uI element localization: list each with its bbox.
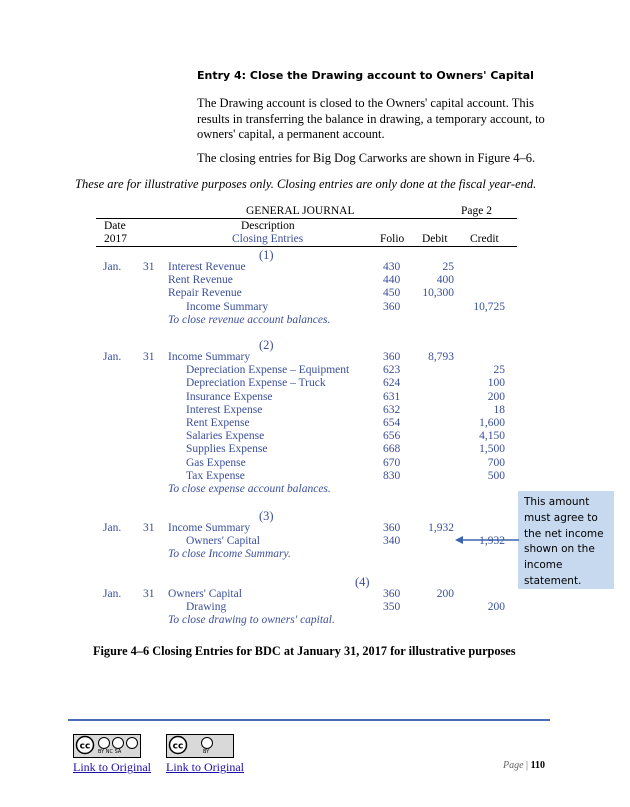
journal-line-folio: 656 xyxy=(383,430,401,443)
footer-rule xyxy=(68,719,550,721)
journal-line-description: Interest Revenue xyxy=(168,261,246,273)
journal-line-folio: 668 xyxy=(383,443,401,456)
journal-line-folio: 440 xyxy=(383,274,401,287)
journal-line-credit: 100 xyxy=(487,377,505,390)
entry-day: 31 xyxy=(143,261,155,273)
journal-line-description: Supplies Expense xyxy=(186,443,268,456)
journal-line-credit: 4,150 xyxy=(479,430,505,443)
journal-line-credit: 1,500 xyxy=(479,443,505,456)
journal-line-credit: 1,932 xyxy=(479,535,505,548)
svg-text:cc: cc xyxy=(79,741,91,752)
journal-line-description: Salaries Expense xyxy=(186,430,265,443)
journal-line-credit: 500 xyxy=(487,469,505,482)
journal-line-debit: 200 xyxy=(436,588,454,600)
journal-line-folio: 350 xyxy=(383,601,401,614)
journal-line-debit: 25 xyxy=(442,261,454,273)
journal-line-description: Owners' Capital xyxy=(186,535,260,548)
section-heading: Entry 4: Close the Drawing account to Owners' Capital xyxy=(197,69,534,82)
journal-line-folio: 340 xyxy=(383,535,401,548)
entry-month: Jan. xyxy=(103,522,122,534)
journal-line-description: Income Summary xyxy=(168,351,251,363)
figure-caption: Figure 4–6 Closing Entries for BDC at January 31, 2017 for illustrative purposes xyxy=(93,644,516,658)
journal-line-description: Interest Expense xyxy=(186,403,263,416)
entry-month: Jan. xyxy=(103,588,122,600)
entry-marker: (1) xyxy=(259,248,274,262)
callout-box: This amount must agree to the net income shown on the income statement. xyxy=(518,491,614,589)
col-folio: Folio xyxy=(380,233,405,245)
journal-line-credit: 700 xyxy=(487,456,505,469)
cc-by-nc-sa-badge xyxy=(73,734,141,758)
col-description: Description xyxy=(241,220,295,232)
journal-top-rule xyxy=(96,218,517,219)
entry-marker: (4) xyxy=(355,575,370,589)
page-number-value: 110 xyxy=(530,760,546,771)
journal-line-credit: 25 xyxy=(493,364,505,377)
journal-line-folio: 360 xyxy=(383,522,401,534)
entry-day: 31 xyxy=(143,588,155,600)
journal-line-description: Income Summary xyxy=(168,522,251,534)
journal-line-description: Repair Revenue xyxy=(168,287,242,300)
journal-line-description: Insurance Expense xyxy=(186,390,273,403)
journal-line-credit: 200 xyxy=(487,601,505,614)
journal-line-description: Tax Expense xyxy=(186,469,245,482)
paragraph-2: The closing entries for Big Dog Carworks are shown in Figure 4–6. xyxy=(197,151,536,165)
link-to-original-2[interactable]: Link to Original xyxy=(166,760,244,774)
link-to-original-1[interactable]: Link to Original xyxy=(73,760,151,774)
journal-line-folio: 360 xyxy=(383,351,401,363)
cc-badge-1-text: BY NC SA xyxy=(98,749,122,755)
journal-line-debit: 8,793 xyxy=(428,351,454,363)
entry-month: Jan. xyxy=(103,351,122,363)
journal-line-description: Depreciation Expense – Truck xyxy=(186,377,326,390)
journal-line-folio: 623 xyxy=(383,364,401,377)
journal-entry-memo: To close expense account balances. xyxy=(168,483,331,495)
entry-marker: (2) xyxy=(259,338,274,352)
journal-line-description: Owners' Capital xyxy=(168,588,242,600)
journal-line-folio: 450 xyxy=(383,287,401,300)
paragraph-1: The Drawing account is closed to the Owners' capital account. This results in transferring the balance in drawing, a temporary account, to owners' capital, a permanent account. xyxy=(197,96,545,141)
journal-line-folio: 624 xyxy=(383,377,401,390)
svg-text:cc: cc xyxy=(172,741,184,752)
journal-line-folio: 654 xyxy=(383,417,401,429)
journal-line-description: Drawing xyxy=(186,601,227,614)
journal-line-folio: 430 xyxy=(383,261,401,273)
journal-line-folio: 830 xyxy=(383,469,401,482)
cc-by-badge xyxy=(166,734,234,758)
journal-line-description: Income Summary xyxy=(186,300,269,313)
col-date: Date xyxy=(104,220,126,232)
journal-line-credit: 1,600 xyxy=(479,417,505,429)
col-credit: Credit xyxy=(470,233,499,245)
journal-line-debit: 1,932 xyxy=(428,522,454,534)
journal-line-folio: 632 xyxy=(383,403,401,416)
arrow-left-icon xyxy=(455,535,521,545)
entry-day: 31 xyxy=(143,522,155,534)
cc-badge-2-text: BY xyxy=(203,749,210,755)
journal-entry-memo: To close Income Summary. xyxy=(168,548,291,561)
journal-line-folio: 670 xyxy=(383,456,401,469)
journal-line-description: Rent Expense xyxy=(186,417,250,429)
journal-line-description: Rent Revenue xyxy=(168,274,233,287)
col-year: 2017 xyxy=(104,233,127,245)
journal-line-folio: 631 xyxy=(383,390,401,403)
entry-marker: (3) xyxy=(259,509,274,523)
journal-line-credit: 18 xyxy=(493,403,505,416)
page-label: Page xyxy=(503,760,524,771)
journal-line-description: Depreciation Expense – Equipment xyxy=(186,364,350,377)
journal-page: Page 2 xyxy=(461,205,492,217)
col-subtitle: Closing Entries xyxy=(232,233,304,245)
journal-line-debit: 10,300 xyxy=(422,287,454,300)
journal-line-credit: 10,725 xyxy=(473,300,505,313)
journal-line-folio: 360 xyxy=(383,300,401,313)
entry-month: Jan. xyxy=(103,261,122,273)
journal-entry-memo: To close drawing to owners' capital. xyxy=(168,614,335,627)
journal-header-rule xyxy=(96,246,517,247)
illustrative-note: These are for illustrative purposes only. Closing entries are only done at the fiscal year-end. xyxy=(75,177,537,191)
journal-line-credit: 200 xyxy=(487,390,505,403)
journal-entry-memo: To close revenue account balances. xyxy=(168,313,331,326)
col-debit: Debit xyxy=(422,233,448,245)
journal-line-description: Gas Expense xyxy=(186,456,246,469)
page-number: Page | 110 xyxy=(503,760,546,771)
entry-day: 31 xyxy=(143,351,155,363)
journal-line-folio: 360 xyxy=(383,588,401,600)
journal-line-debit: 400 xyxy=(436,274,454,287)
journal-title: GENERAL JOURNAL xyxy=(246,205,355,217)
